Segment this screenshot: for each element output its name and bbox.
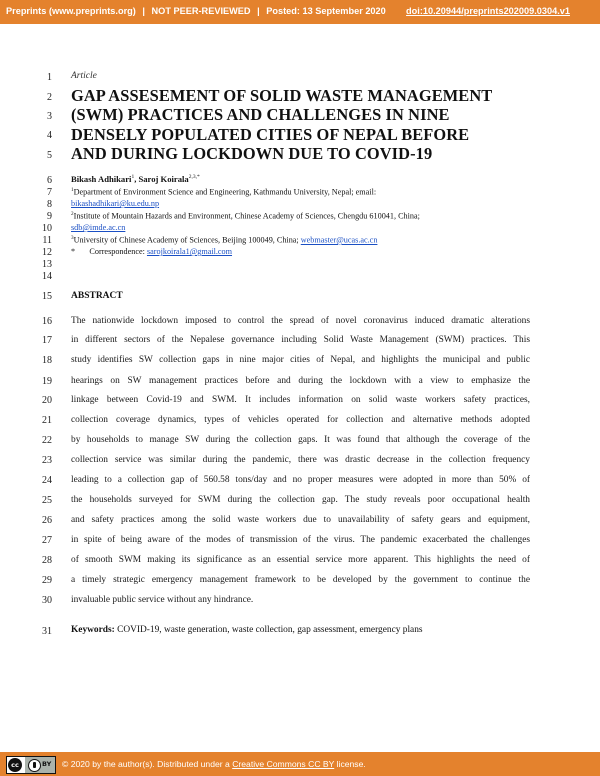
email-link[interactable]: sarojkoirala1@gmail.com: [146, 247, 233, 256]
author-affiliation-mark: 1: [131, 174, 135, 181]
line-number: 13: [42, 259, 52, 270]
line-number: 4: [47, 130, 52, 141]
abstract-line: and safety practices among the solid waste workers due to unavailability of safety gears and equipment,: [71, 515, 530, 525]
abstract-line: a timely strategic emergency management framework to be developed by the government to continue the: [71, 575, 530, 585]
line-number: 6: [47, 175, 52, 186]
line-number: 10: [42, 223, 52, 234]
line-number: 3: [47, 111, 52, 122]
abstract-line: collection coverage dynamics, types of vehicles operated for collection and alternative methods adopted: [71, 415, 530, 425]
author-name: Saroj Koirala: [138, 174, 189, 184]
affiliation-1-email-line: [71, 199, 159, 208]
affiliation-3: [71, 235, 377, 245]
abstract-line: collection service was similar during the pandemic, there was drastic decrease in the collection frequency: [71, 455, 530, 465]
doi-link[interactable]: doi:10.20944/preprints202009.0304.v1: [406, 6, 570, 16]
abstract-line: in spite of being aware of the modes of transmission of the virus. The pandemic exacerbated the challenges: [71, 535, 530, 545]
abstract-line: leading to a collection gap of 560.58 tons/day and no proper measures were adopted in more than 50% of: [71, 475, 530, 485]
author-affiliation-mark: 2,3,*: [188, 174, 200, 181]
abstract-line: invaluable public service without any hindrance.: [71, 595, 254, 605]
line-number: 19: [42, 376, 52, 387]
line-number: 29: [42, 575, 52, 586]
abstract-line: The nationwide lockdown imposed to control the spread of novel coronavirus induced dramatic alterations: [71, 316, 530, 326]
line-number: 20: [42, 395, 52, 406]
line-number: 24: [42, 475, 52, 486]
affiliation-mark: 1: [71, 187, 74, 193]
creative-commons-icon: cc: [8, 758, 22, 772]
paper-title-line: AND DURING LOCKDOWN DUE TO COVID-19: [71, 144, 433, 163]
author-separator: ,: [134, 174, 139, 184]
paper-title-line: GAP ASSESEMENT OF SOLID WASTE MANAGEMENT: [71, 86, 493, 105]
line-number: 1: [47, 72, 52, 83]
cc-by-badge[interactable]: [6, 756, 56, 774]
line-number: 26: [42, 515, 52, 526]
keywords: [71, 625, 423, 635]
email-link[interactable]: webmaster@ucas.ac.cn: [300, 235, 378, 245]
affiliation-text: Department of Environment Science and Engineering, Kathmandu University, Nepal; email:: [73, 187, 377, 197]
email-link[interactable]: bikashadhikari@ku.edu.np: [71, 199, 160, 208]
line-number: 30: [42, 595, 52, 606]
affiliation-1: [71, 187, 376, 197]
paper-title-line: (SWM) PRACTICES AND CHALLENGES IN NINE: [71, 105, 450, 124]
line-number: 27: [42, 535, 52, 546]
line-number: 31: [42, 626, 52, 637]
affiliation-text: Institute of Mountain Hazards and Environment, Chinese Academy of Sciences, Chengdu 610041, China;: [73, 211, 420, 221]
line-number: 11: [42, 235, 52, 246]
license-link[interactable]: Creative Commons CC BY: [232, 759, 335, 769]
license-footer-bar: [0, 752, 600, 776]
line-number: 8: [47, 199, 52, 210]
author-name: Bikash Adhikari: [71, 174, 132, 184]
line-number: 2: [47, 92, 52, 103]
license-text: [62, 759, 366, 769]
correspondence-mark: *: [71, 247, 76, 256]
line-number: 5: [47, 150, 52, 161]
line-number: 22: [42, 435, 52, 446]
affiliation-mark: 2: [71, 211, 74, 217]
abstract-line: of smooth SWM making its significance as an essential service more apparent. This highlights the need of: [71, 555, 530, 565]
paper-title-line: DENSELY POPULATED CITIES OF NEPAL BEFORE: [71, 125, 470, 144]
article-type: Article: [71, 71, 97, 81]
header-separator: |: [257, 6, 260, 16]
line-number: 23: [42, 455, 52, 466]
affiliation-text: University of Chinese Academy of Sciences, Beijing 100049, China;: [73, 235, 299, 245]
author-list: [71, 174, 200, 184]
abstract-line: in different sectors of the Nepalese governance including Solid Waste Management (SWM) practices. This: [71, 335, 530, 345]
by-label: BY: [42, 760, 52, 768]
abstract-line: hearings on SW management practices before and during the lockdown with a view to emphasize the: [71, 376, 530, 386]
affiliation-mark: 3: [71, 235, 74, 241]
abstract-line: study identifies SW collection gaps in nine major cities of Nepal, and highlights the municipal and public: [71, 355, 530, 365]
line-number: 18: [42, 355, 52, 366]
affiliation-2: [71, 211, 420, 221]
site-link[interactable]: Preprints (www.preprints.org): [6, 6, 136, 16]
affiliation-2-email-line: [71, 223, 125, 232]
line-number: 9: [47, 211, 52, 222]
line-number: 15: [42, 291, 52, 302]
line-number: 17: [42, 335, 52, 346]
header-left: [6, 6, 386, 16]
keywords-list: COVID-19, waste generation, waste collection, gap assessment, emergency plans: [114, 625, 423, 635]
line-number: 14: [42, 271, 52, 282]
line-number: 16: [42, 316, 52, 327]
line-number: 28: [42, 555, 52, 566]
posted-date: Posted: 13 September 2020: [266, 6, 386, 16]
line-number: 12: [42, 247, 52, 258]
keywords-label: Keywords:: [71, 625, 115, 635]
abstract-line: linkage between Covid-19 and SWM. It includes information on solid waste workers safety practices,: [71, 395, 530, 405]
license-suffix: license.: [334, 759, 366, 769]
review-status: NOT PEER-REVIEWED: [151, 6, 251, 16]
abstract-line: by households to manage SW during the collection gaps. It was found that although the coverage of the: [71, 435, 530, 445]
abstract-heading: ABSTRACT: [71, 291, 123, 301]
header-separator: |: [142, 6, 145, 16]
abstract-line: the households surveyed for SWM during the collection gap. The study reveals poor occupational health: [71, 495, 530, 505]
person-icon: [28, 759, 41, 772]
line-number: 7: [47, 187, 52, 198]
license-prefix: © 2020 by the author(s). Distributed under a: [62, 759, 233, 769]
email-link[interactable]: sdb@imde.ac.cn: [71, 223, 126, 232]
attribution-icon-block: [25, 757, 55, 773]
line-number: 25: [42, 495, 52, 506]
correspondence-label: Correspondence:: [89, 247, 145, 256]
line-number: 21: [42, 415, 52, 426]
correspondence: [71, 247, 232, 256]
preprint-header-bar: [0, 0, 600, 24]
